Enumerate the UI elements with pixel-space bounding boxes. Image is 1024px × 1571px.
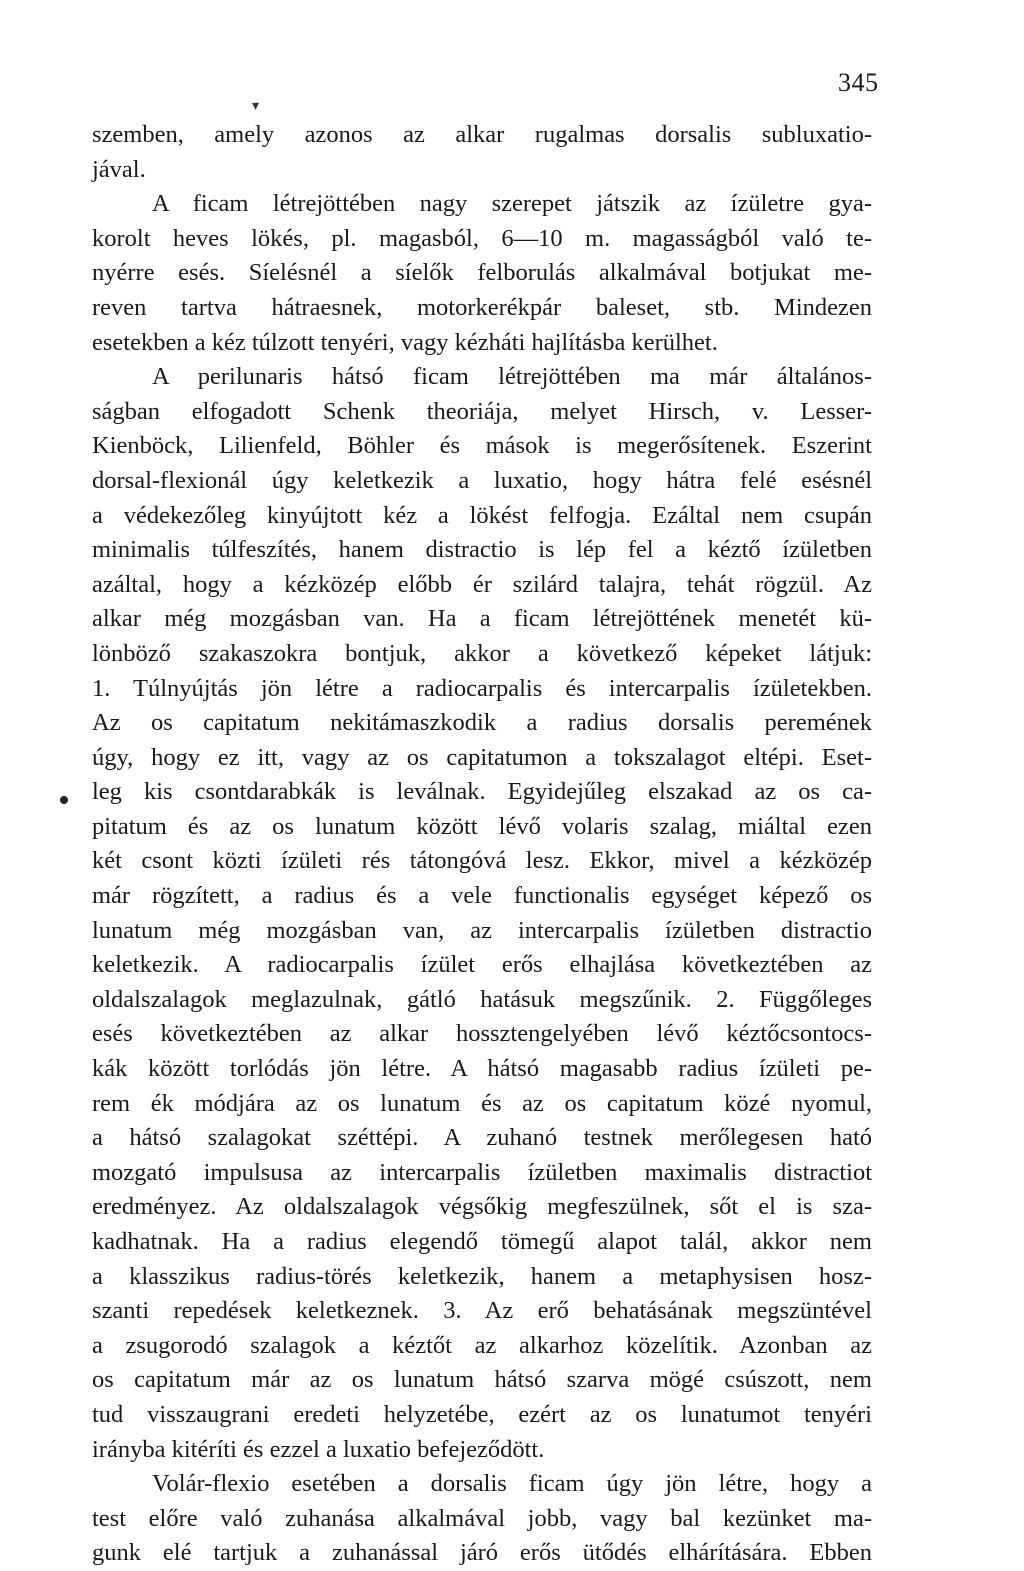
text-line: a hátsó szalagokat széttépi. A zuhanó testnek merőlegesen ható <box>92 1124 872 1152</box>
text-line: a védekezőleg kinyújtott kéz a lökést felfogja. Ezáltal nem csupán <box>92 501 872 529</box>
text-line: azáltal, hogy a kézközép előbb ér szilárd talajra, tehát rögzül. Az <box>92 570 872 598</box>
text-line: esetekben a kéz túlzott tenyéri, vagy kézháti hajlításba kerülhet. <box>92 328 718 356</box>
stray-dot-mark <box>60 796 68 804</box>
text-line: szanti repedések keletkeznek. 3. Az erő behatásának megszüntével <box>92 1297 872 1325</box>
text-line: lunatum még mozgásban van, az intercarpalis ízületben distractio <box>92 916 872 944</box>
text-line: Az os capitatum nekitámaszkodik a radius dorsalis peremének <box>92 709 872 737</box>
text-line: minimalis túlfeszítés, hanem distractio is lép fel a kéztő ízületben <box>92 536 872 564</box>
text-line: a zsugorodó szalagok a kéztőt az alkarhoz közelítik. Azonban az <box>92 1331 872 1359</box>
text-line: reven tartva hátraesnek, motorkerékpár baleset, stb. Mindezen <box>92 293 872 321</box>
text-line: lönböző szakaszokra bontjuk, akkor a következő képeket látjuk: <box>92 639 872 667</box>
text-line: kák között torlódás jön létre. A hátsó magasabb radius ízületi pe- <box>92 1055 872 1083</box>
text-line: oldalszalagok meglazulnak, gátló hatásuk megszűnik. 2. Függőleges <box>92 985 872 1013</box>
page-number: 345 <box>838 68 879 97</box>
text-line: leg kis csontdarabkák is leválnak. Egyidejűleg elszakad az os ca- <box>92 778 872 806</box>
text-line: két csont közti ízületi rés tátongóvá lesz. Ekkor, mivel a kézközép <box>92 847 872 875</box>
text-line: korolt heves lökés, pl. magasból, 6—10 m. magasságból való te- <box>92 224 872 252</box>
text-line: A perilunaris hátsó ficam létrejöttében ma már általános- <box>152 363 872 391</box>
text-line: keletkezik. A radiocarpalis ízület erős elhajlása következtében az <box>92 951 872 979</box>
text-line: eredményez. Az oldalszalagok végsőkig megfeszülnek, sőt el is sza- <box>92 1193 872 1221</box>
text-line: kadhatnak. Ha a radius elegendő tömegű alapot talál, akkor nem <box>92 1228 872 1255</box>
text-line: Volár-flexio esetében a dorsalis ficam úgy jön létre, hogy a <box>152 1470 872 1498</box>
text-line: nyérre esés. Síelésnél a síelők felborulás alkalmával botjukat me- <box>92 259 872 287</box>
decorative-tick-mark: ▾ <box>252 99 260 114</box>
text-line: mozgató impulsusa az intercarpalis ízületben maximalis distractiot <box>92 1158 872 1186</box>
text-line: szemben, amely azonos az alkar rugalmas dorsalis subluxatio- <box>92 121 872 148</box>
text-line: a klasszikus radius-törés keletkezik, hanem a metaphysisen hosz- <box>92 1262 872 1290</box>
text-line: pitatum és az os lunatum között lévő volaris szalag, miáltal ezen <box>92 812 872 840</box>
text-line: úgy, hogy ez itt, vagy az os capitatumon a tokszalagot eltépi. Eset- <box>92 743 872 771</box>
text-line: os capitatum már az os lunatum hátsó szarva mögé csúszott, nem <box>92 1366 872 1394</box>
text-line: irányba kitéríti és ezzel a luxatio befejeződött. <box>92 1435 545 1463</box>
text-line: Kienböck, Lilienfeld, Böhler és mások is megerősítenek. Eszerint <box>92 432 872 460</box>
text-line: 1. Túlnyújtás jön létre a radiocarpalis és intercarpalis ízületekben. <box>92 674 872 702</box>
text-line: alkar még mozgásban van. Ha a ficam létrejöttének menetét kü- <box>92 605 872 633</box>
text-line: esés következtében az alkar hossztengelyében lévő kéztőcsontocs- <box>92 1020 872 1048</box>
text-line: test előre való zuhanása alkalmával jobb, vagy bal kezünket ma- <box>92 1504 872 1532</box>
text-line: rem ék módjára az os lunatum és az os capitatum közé nyomul, <box>92 1089 872 1117</box>
text-line: dorsal-flexionál úgy keletkezik a luxatio, hogy hátra felé esésnél <box>92 466 872 494</box>
text-line: tud visszaugrani eredeti helyzetébe, ezért az os lunatumot tenyéri <box>92 1400 872 1428</box>
text-line: gunk elé tartjuk a zuhanással járó erős ütődés elhárítására. Ebben <box>92 1539 872 1567</box>
text-line: jával. <box>92 155 146 183</box>
text-line: ságban elfogadott Schenk theoriája, melyet Hirsch, v. Lesser- <box>92 397 872 425</box>
text-line: már rögzített, a radius és a vele functionalis egységet képező os <box>92 882 872 910</box>
text-line: A ficam létrejöttében nagy szerepet játszik az ízületre gya- <box>152 190 872 218</box>
body-text <box>92 118 872 1571</box>
